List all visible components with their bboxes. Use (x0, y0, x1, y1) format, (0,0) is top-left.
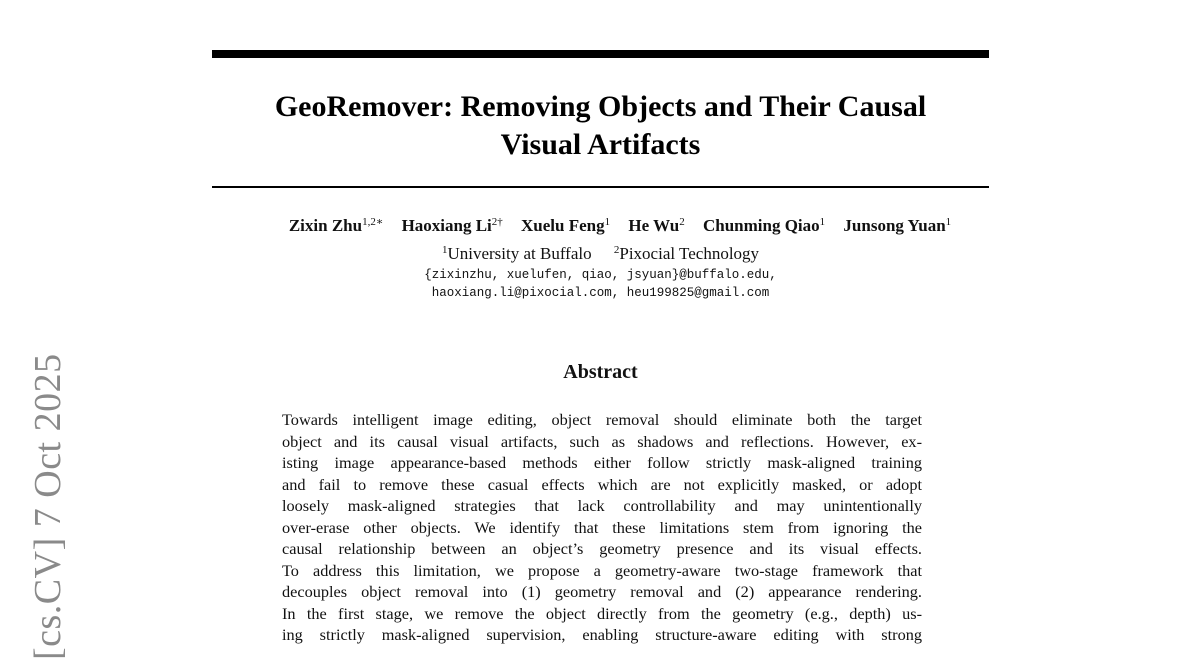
author-affiliation-mark: 1 (819, 216, 826, 228)
abstract-line: and fail to remove these casual effects which are not explicitly masked, or adopt (282, 474, 922, 494)
title-top-rule (212, 50, 989, 58)
author-affiliation-mark: 2 (679, 216, 685, 228)
affiliation-mark: 1 (441, 244, 448, 256)
author-list (190, 211, 1050, 237)
author-name: Chunming Qiao (702, 216, 820, 235)
author-haoxiang-li (402, 211, 503, 237)
author-name: Zixin Zhu (288, 216, 363, 235)
paper-title-line-2: Visual Artifacts (500, 128, 701, 161)
abstract-line: To address this limitation, we propose a geometry-aware two-stage framework that (282, 560, 922, 580)
author-name: Haoxiang Li (401, 216, 492, 235)
abstract-line: causal relationship between an object’s geometry presence and its visual effects. (282, 539, 922, 558)
abstract-body (282, 409, 922, 646)
author-name: Junsong Yuan (843, 216, 946, 235)
abstract-heading: Abstract (563, 361, 638, 383)
paper-title-line-1: GeoRemover: Removing Objects and Their Causal (274, 90, 927, 123)
affiliation-pixocial (614, 239, 759, 265)
author-affiliation-mark: 1 (604, 216, 611, 228)
paper-title (212, 88, 989, 164)
email-line-2: haoxiang.li@pixocial.com, heu199825@gmail.com (431, 286, 770, 300)
abstract-line: Towards intelligent image editing, object removal should eliminate both the target (282, 410, 922, 429)
affiliation-list (212, 239, 989, 265)
author-xuelu-feng (521, 211, 610, 237)
author-affiliation-mark: 2† (491, 216, 503, 228)
author-he-wu (628, 211, 684, 237)
abstract-line: isting image appearance-based methods either follow strictly mask-aligned training (282, 453, 922, 472)
abstract-line: object and its causal visual artifacts, such as shadows and reflections. However, ex- (282, 431, 922, 451)
arxiv-stamp-text: [cs.CV] 7 Oct 2025 (27, 353, 69, 660)
abstract-line: over-erase other objects. We identify that these limitations stem from ignoring the (282, 517, 922, 537)
affiliation-mark: 2 (613, 244, 620, 256)
author-name: He Wu (628, 216, 680, 235)
author-affiliation-mark: 1 (945, 216, 952, 228)
author-name: Xuelu Feng (521, 216, 605, 235)
affiliation-name: University at Buffalo (447, 244, 592, 263)
affiliation-buffalo (442, 239, 592, 265)
arxiv-sidebar-stamp (26, 340, 74, 660)
abstract-line: decouples object removal into (1) geometry removal and (2) appearance rendering. (282, 582, 922, 601)
author-zixin-zhu (289, 211, 383, 237)
author-chunming-qiao (703, 211, 825, 237)
email-line-1: {zixinzhu, xuelufen, qiao, jsyuan}@buffalo.edu, (424, 268, 777, 282)
author-junsong-yuan (843, 211, 951, 237)
title-bottom-rule (212, 186, 989, 188)
abstract-line: In the first stage, we remove the object directly from the geometry (e.g., depth) us- (282, 603, 922, 623)
abstract-line: ing strictly mask-aligned supervision, enabling structure-aware editing with strong (282, 625, 922, 644)
affiliation-name: Pixocial Technology (619, 244, 760, 263)
author-affiliation-mark: 1,2∗ (362, 216, 384, 228)
abstract-line: loosely mask-aligned strategies that lack controllability and may unintentionally (282, 496, 922, 515)
email-list (212, 266, 989, 302)
